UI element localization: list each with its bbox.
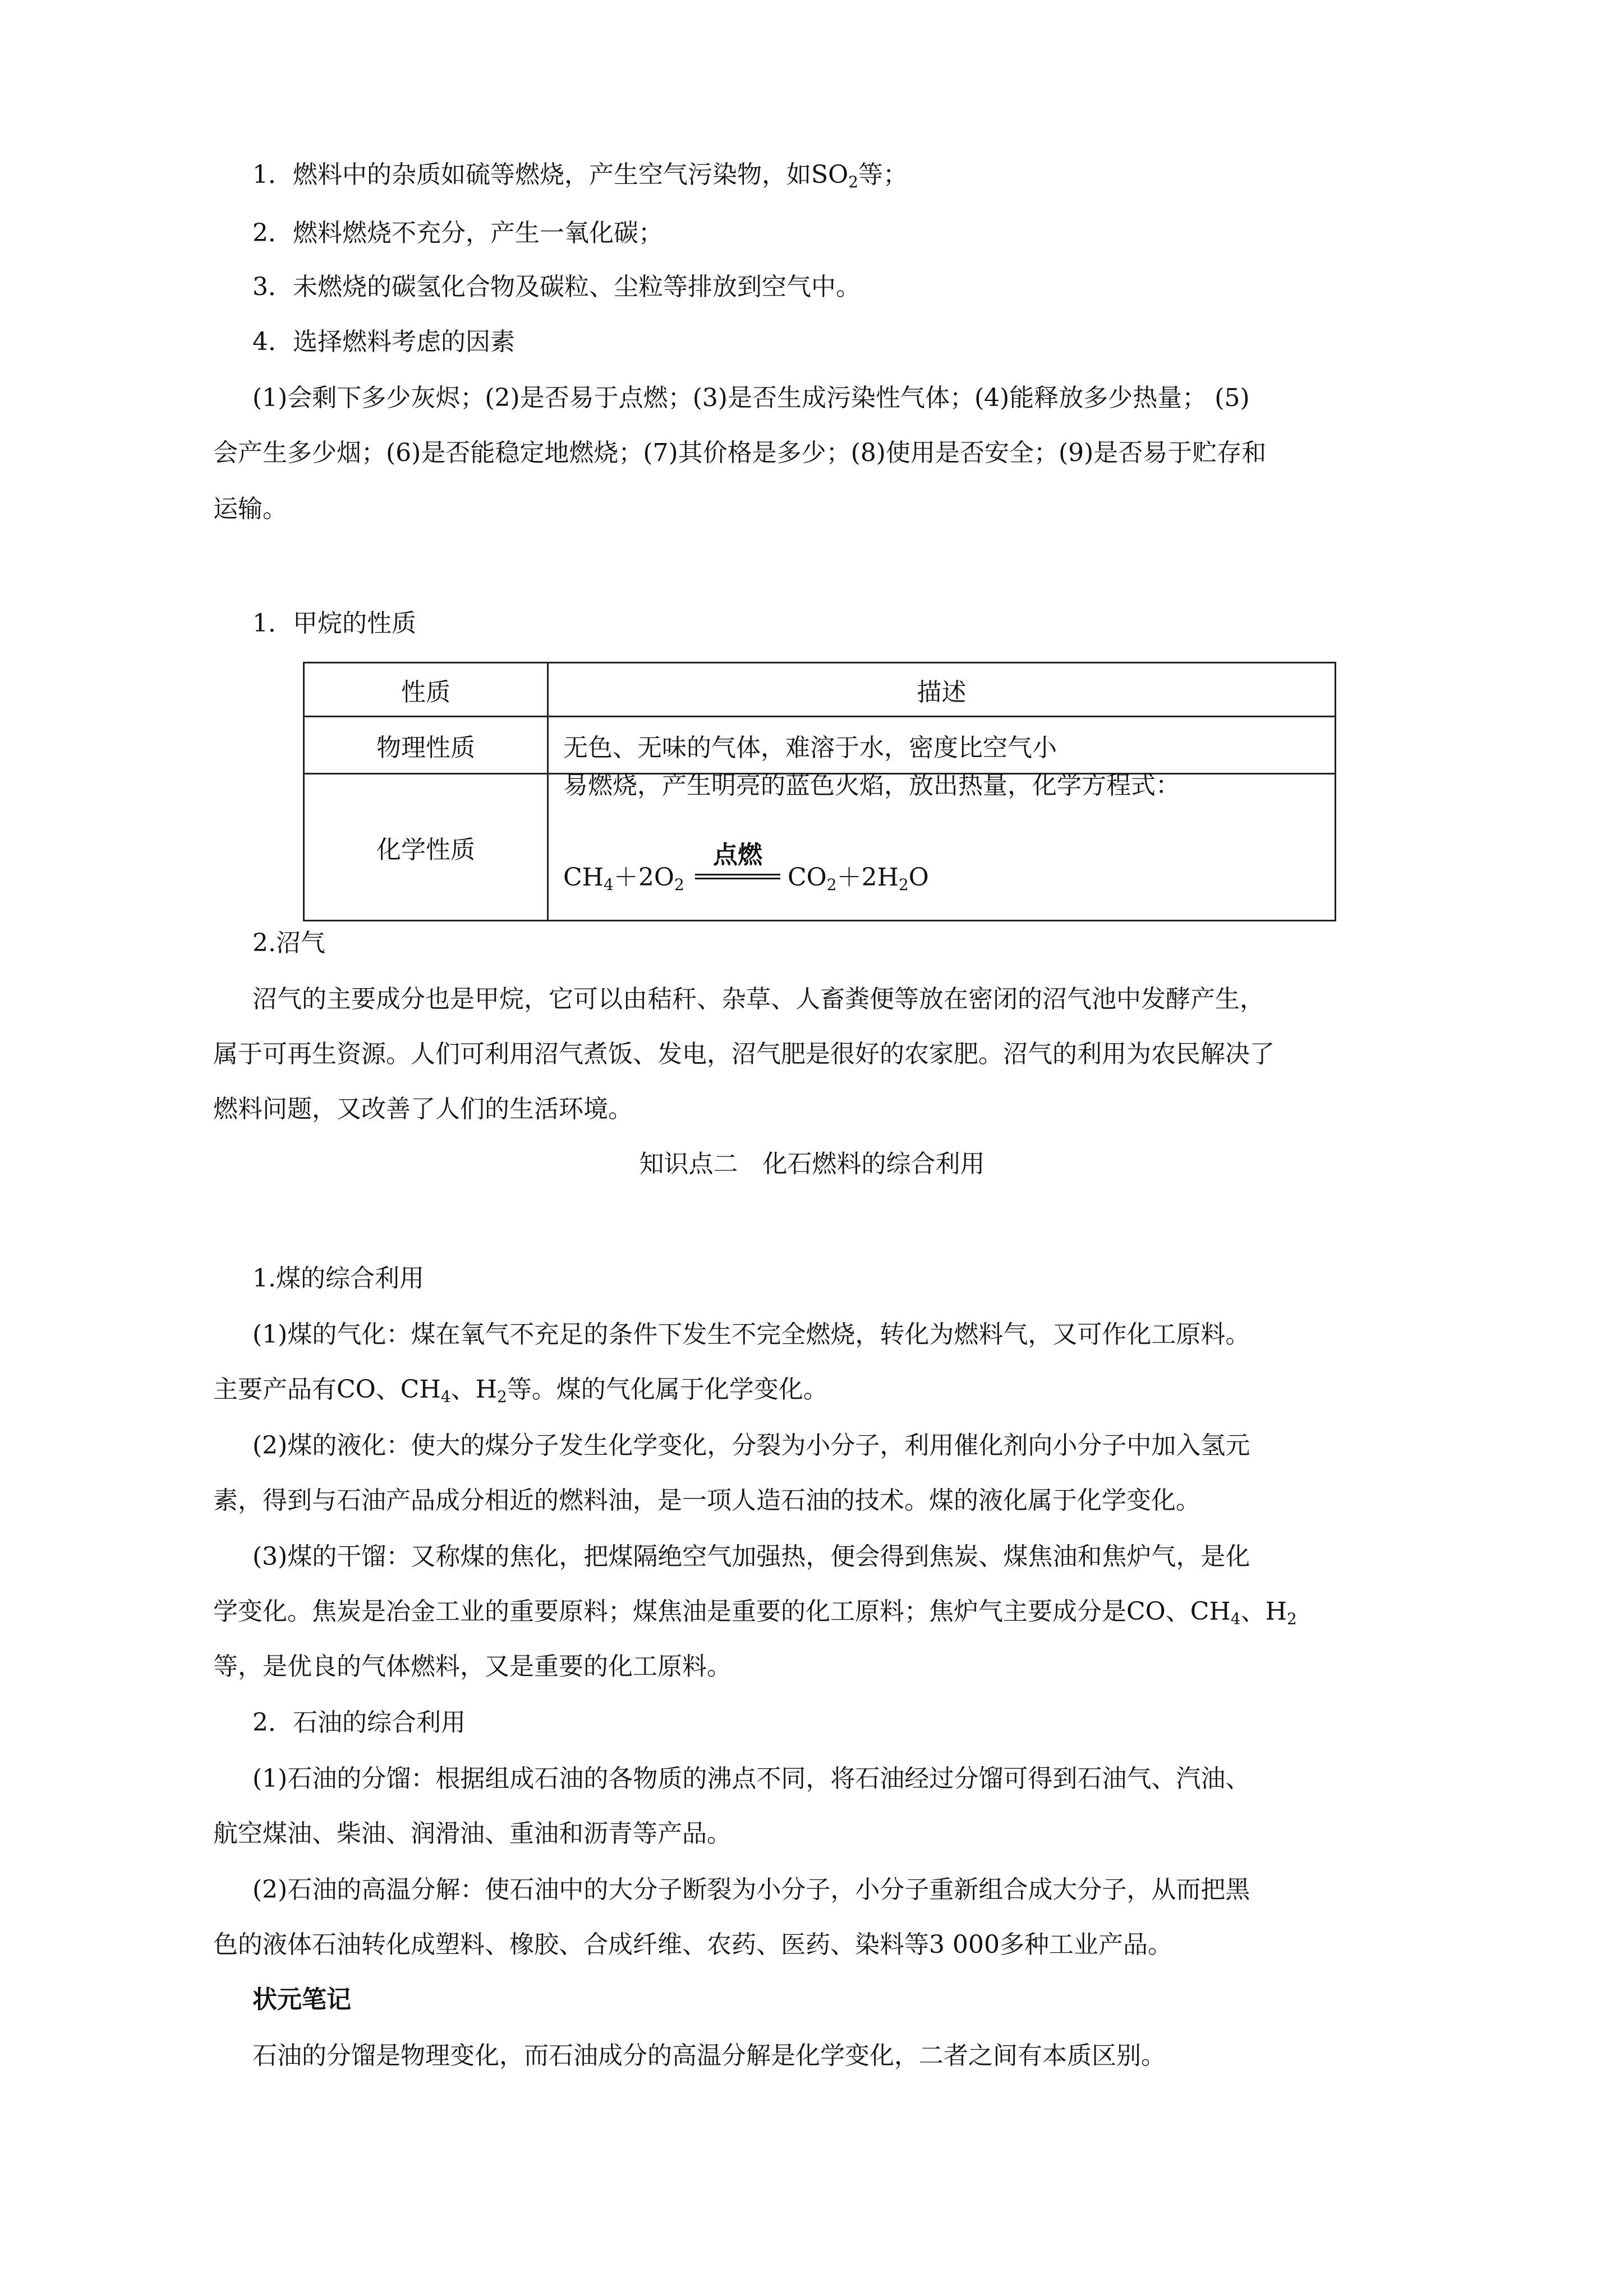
- equation-reactants: $CH_4+2O_2$: [563, 863, 684, 894]
- section-title: 知识点二 化石燃料的综合利用: [639, 1150, 985, 1178]
- list-item: 2．燃料燃烧不充分，产生一氧化碳；: [252, 219, 663, 247]
- paragraph-line: (1)石油的分馏：根据组成石油的各物质的沸点不同，将石油经过分馏可得到石油气、汽油、: [252, 1764, 1250, 1793]
- equation-products: $CO_2+2H_2O$: [788, 863, 929, 894]
- paragraph-line: 学变化。焦炭是冶金工业的重要原料；煤焦油是重要的化工原料；焦炉气主要成分是CO、$CH_4$、$H_2$: [213, 1597, 1297, 1628]
- paragraph-line: (1)会剩下多少灰烬；(2)是否易于点燃；(3)是否生成污染性气体；(4)能释放多少热量； (5): [252, 384, 1250, 412]
- table-cell: 无色、无味的气体，难溶于水，密度比空气小: [548, 717, 1336, 774]
- table-cell: [548, 771, 1336, 921]
- note-title: 状元笔记: [252, 1985, 351, 2014]
- chemical-equation: [563, 835, 1335, 894]
- equals-sign: [695, 874, 780, 879]
- paragraph-line: (2)石油的高温分解：使石油中的大分子断裂为小分子，小分子重新组合成大分子，从而把黑: [252, 1875, 1250, 1904]
- paragraph-line: 沼气的主要成分也是甲烷，它可以由秸秆、杂草、人畜粪便等放在密闭的沼气池中发酵产生，: [252, 985, 1264, 1013]
- table-header-cell: 性质: [304, 663, 548, 717]
- paragraph-line: 运输。: [213, 495, 287, 523]
- description-text: 易燃烧，产生明亮的蓝色火焰，放出热量，化学方程式：: [563, 771, 1180, 800]
- list-item: 1．燃料中的杂质如硫等燃烧，产生空气污染物，如$SO_2$等；: [252, 160, 908, 191]
- section-heading: 2．石油的综合利用: [252, 1708, 466, 1737]
- paragraph-line: 色的液体石油转化成塑料、橡胶、合成纤维、农药、医药、染料等3 000多种工业产品。: [213, 1930, 1172, 1959]
- note-text: 石油的分馏是物理变化，而石油成分的高温分解是化学变化，二者之间有本质区别。: [252, 2041, 1166, 2070]
- paragraph-line: (2)煤的液化：使大的煤分子发生化学变化，分裂为小分子，利用催化剂向小分子中加入氢元: [252, 1431, 1250, 1460]
- section-heading: 1．甲烷的性质: [252, 609, 416, 638]
- section-heading: 1.煤的综合利用: [252, 1264, 424, 1293]
- list-item: 4．选择燃料考虑的因素: [252, 328, 515, 356]
- reaction-condition: 点燃: [695, 835, 780, 879]
- paragraph-line: 主要产品有CO、$CH_4$、$H_2$等。煤的气化属于化学变化。: [213, 1375, 828, 1406]
- paragraph-line: 航空煤油、柴油、润滑油、重油和沥青等产品。: [213, 1819, 732, 1848]
- paragraph-line: 会产生多少烟；(6)是否能稳定地燃烧；(7)其价格是多少；(8)使用是否安全；(9)是否易于贮存和: [213, 439, 1267, 467]
- paragraph-line: 素，得到与石油产品成分相近的燃料油，是一项人造石油的技术。煤的液化属于化学变化。: [213, 1486, 1200, 1515]
- table-header-row: [304, 663, 1336, 717]
- table-cell: 物理性质: [304, 717, 548, 774]
- paragraph-line: 等，是优良的气体燃料，又是重要的化工原料。: [213, 1652, 732, 1681]
- table-cell: 化学性质: [304, 774, 548, 921]
- methane-properties-table: [303, 662, 1336, 921]
- section-heading: 2.沼气: [252, 929, 325, 957]
- table-header-cell: 描述: [548, 663, 1336, 717]
- list-item: 3．未燃烧的碳氢化合物及碳粒、尘粒等排放到空气中。: [252, 273, 861, 301]
- paragraph-line: 燃料问题，又改善了人们的生活环境。: [213, 1095, 633, 1123]
- paragraph-line: (3)煤的干馏：又称煤的焦化，把煤隔绝空气加强热，便会得到焦炭、煤焦油和焦炉气，是化: [252, 1542, 1250, 1571]
- paragraph-line: (1)煤的气化：煤在氧气不充足的条件下发生不完全燃烧，转化为燃料气，又可作化工原料。: [252, 1320, 1250, 1349]
- paragraph-line: 属于可再生资源。人们可利用沼气煮饭、发电，沼气肥是很好的农家肥。沼气的利用为农民解决了: [213, 1040, 1275, 1068]
- table-row: [304, 774, 1336, 921]
